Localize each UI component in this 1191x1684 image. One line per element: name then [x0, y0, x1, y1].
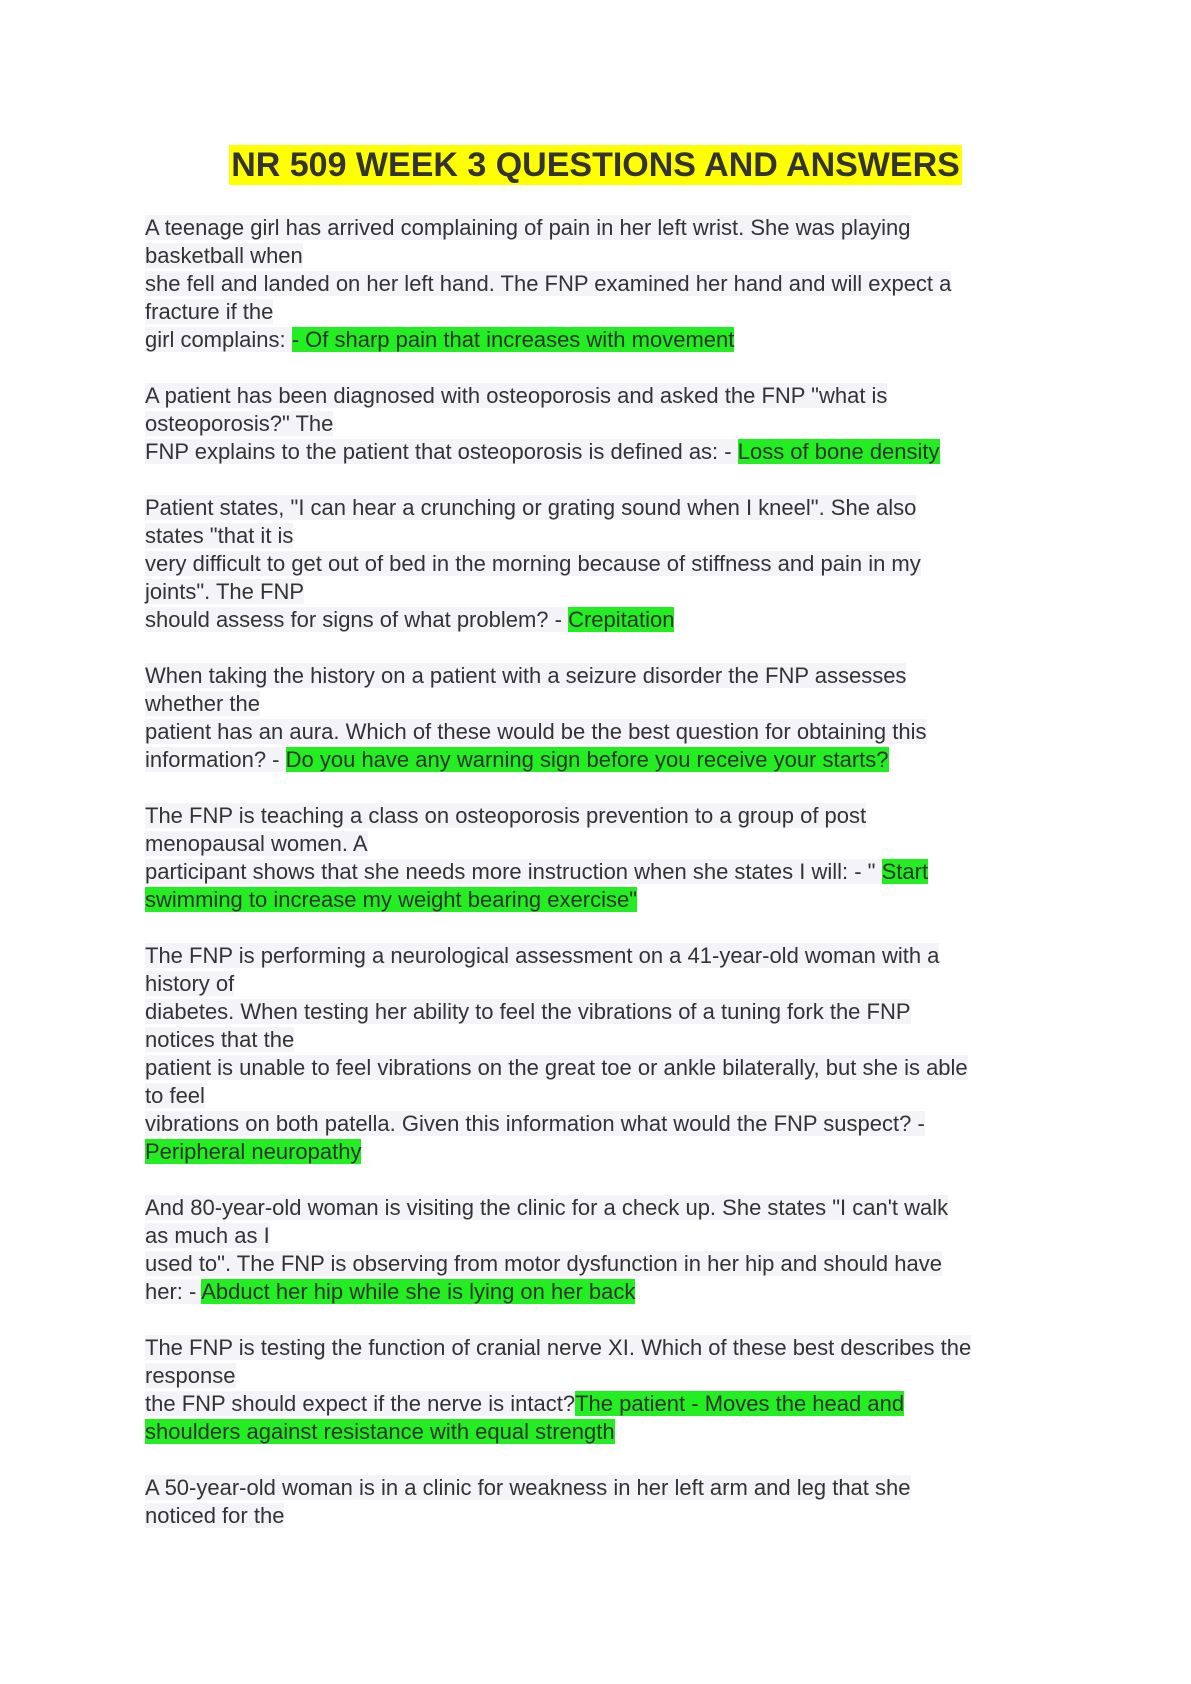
qa-line: [145, 1474, 1065, 1502]
qa-line: [145, 1418, 1065, 1446]
question-text: participant shows that she needs more instruction when she states I will: - ": [145, 859, 882, 884]
qa-line: [145, 830, 1065, 858]
qa-line: [145, 438, 1065, 466]
qa-line: [145, 522, 1065, 550]
qa-line: [145, 1334, 1065, 1362]
question-text: history of: [145, 971, 235, 996]
qa-line: [145, 1194, 1065, 1222]
question-text: very difficult to get out of bed in the morning because of stiffness and pain in my: [145, 551, 921, 576]
qa-item: [145, 802, 1065, 914]
qa-line: [145, 1082, 1065, 1110]
question-text: diabetes. When testing her ability to feel the vibrations of a tuning fork the FNP: [145, 999, 911, 1024]
question-text: her: -: [145, 1279, 202, 1304]
qa-line: [145, 1390, 1065, 1418]
qa-line: [145, 662, 1065, 690]
answer-highlight: - Of sharp pain that increases with movement: [291, 327, 735, 352]
qa-line: [145, 578, 1065, 606]
question-text: noticed for the: [145, 1503, 285, 1528]
document-title: NR 509 WEEK 3 QUESTIONS AND ANSWERS: [231, 146, 960, 184]
qa-line: [145, 606, 1065, 634]
question-text: A 50-year-old woman is in a clinic for weakness in her left arm and leg that she: [145, 1475, 911, 1500]
question-text: fracture if the: [145, 299, 274, 324]
question-text: information? -: [145, 747, 286, 772]
question-text: as much as I: [145, 1223, 270, 1248]
question-text: basketball when: [145, 243, 303, 268]
question-text: notices that the: [145, 1027, 295, 1052]
question-text: osteoporosis?" The: [145, 411, 334, 436]
answer-highlight: The patient - Moves the head and: [575, 1391, 905, 1416]
question-text: The FNP is testing the function of cranial nerve XI. Which of these best describes the: [145, 1335, 972, 1360]
question-text: A patient has been diagnosed with osteoporosis and asked the FNP "what is: [145, 383, 888, 408]
question-text: When taking the history on a patient with a seizure disorder the FNP assesses: [145, 663, 907, 688]
question-text: A teenage girl has arrived complaining of pain in her left wrist. She was playing: [145, 215, 911, 240]
qa-line: [145, 494, 1065, 522]
qa-line: [145, 1222, 1065, 1250]
qa-list: [145, 214, 1065, 1558]
qa-line: [145, 214, 1065, 242]
question-text: she fell and landed on her left hand. The FNP examined her hand and will expect a: [145, 271, 952, 296]
qa-line: [145, 690, 1065, 718]
qa-line: [145, 550, 1065, 578]
qa-line: [145, 858, 1065, 886]
qa-line: [145, 1138, 1065, 1166]
question-text: menopausal women. A: [145, 831, 368, 856]
qa-line: [145, 1502, 1065, 1530]
question-text: used to". The FNP is observing from motor dysfunction in her hip and should have: [145, 1251, 942, 1276]
qa-item: [145, 382, 1065, 466]
question-text: joints". The FNP: [145, 579, 305, 604]
question-text: girl complains:: [145, 327, 292, 352]
qa-item: [145, 942, 1065, 1166]
question-text: Patient states, "I can hear a crunching or grating sound when I kneel". She also: [145, 495, 917, 520]
question-text: The FNP is performing a neurological assessment on a 41-year-old woman with a: [145, 943, 940, 968]
qa-line: [145, 326, 1065, 354]
answer-highlight: Start: [881, 859, 929, 884]
qa-item: [145, 1194, 1065, 1306]
qa-line: [145, 1362, 1065, 1390]
question-text: patient has an aura. Which of these would be the best question for obtaining this: [145, 719, 927, 744]
qa-line: [145, 942, 1065, 970]
qa-line: [145, 718, 1065, 746]
question-text: response: [145, 1363, 236, 1388]
answer-highlight: Peripheral neuropathy: [145, 1139, 362, 1164]
question-text: FNP explains to the patient that osteoporosis is defined as: -: [145, 439, 738, 464]
question-text: patient is unable to feel vibrations on the great toe or ankle bilaterally, but she is able: [145, 1055, 968, 1080]
qa-line: [145, 242, 1065, 270]
qa-line: [145, 1110, 1065, 1138]
question-text: whether the: [145, 691, 260, 716]
question-text: states "that it is: [145, 523, 294, 548]
qa-line: [145, 1250, 1065, 1278]
answer-highlight: Abduct her hip while she is lying on her back: [201, 1279, 636, 1304]
qa-item: [145, 1334, 1065, 1446]
qa-item: [145, 214, 1065, 354]
qa-line: [145, 970, 1065, 998]
qa-line: [145, 886, 1065, 914]
qa-line: [145, 382, 1065, 410]
qa-line: [145, 1026, 1065, 1054]
question-text: And 80-year-old woman is visiting the clinic for a check up. She states "I can't walk: [145, 1195, 949, 1220]
answer-highlight: Crepitation: [568, 607, 675, 632]
qa-line: [145, 298, 1065, 326]
qa-line: [145, 998, 1065, 1026]
question-text: should assess for signs of what problem? -: [145, 607, 569, 632]
qa-line: [145, 802, 1065, 830]
qa-item: [145, 494, 1065, 634]
question-text: the FNP should expect if the nerve is intact?: [145, 1391, 576, 1416]
answer-highlight: Loss of bone density: [737, 439, 940, 464]
qa-line: [145, 1278, 1065, 1306]
question-text: vibrations on both patella. Given this information what would the FNP suspect? -: [145, 1111, 925, 1136]
qa-item: [145, 1474, 1065, 1530]
qa-line: [145, 746, 1065, 774]
answer-highlight: Do you have any warning sign before you receive your starts?: [285, 747, 889, 772]
question-text: The FNP is teaching a class on osteoporosis prevention to a group of post: [145, 803, 867, 828]
qa-line: [145, 270, 1065, 298]
title-container: [0, 145, 1191, 185]
answer-highlight: swimming to increase my weight bearing exercise": [145, 887, 638, 912]
qa-item: [145, 662, 1065, 774]
qa-line: [145, 410, 1065, 438]
qa-line: [145, 1054, 1065, 1082]
answer-highlight: shoulders against resistance with equal strength: [145, 1419, 615, 1444]
question-text: to feel: [145, 1083, 205, 1108]
